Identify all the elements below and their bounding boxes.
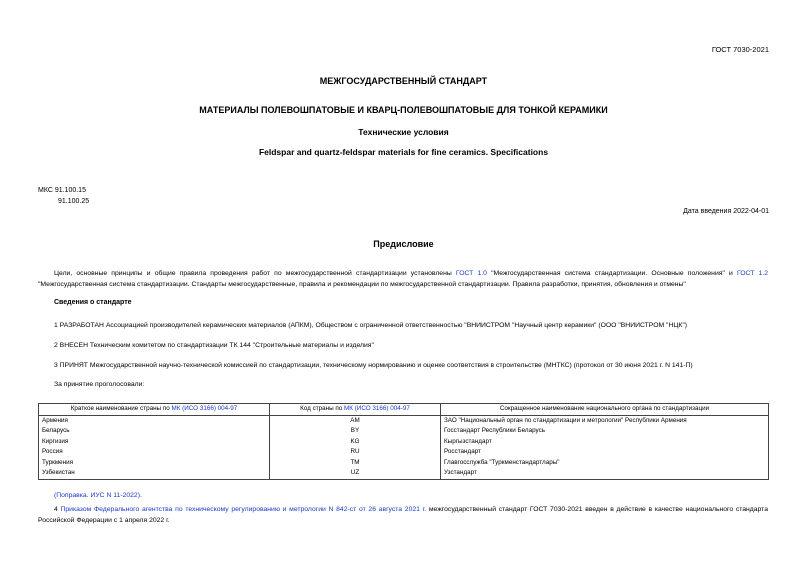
amendment-link[interactable]: (Поправка. ИУС N 11-2022). (54, 492, 142, 499)
country-name: Киргизия (39, 437, 270, 448)
national-body: Кыргызстандарт (441, 437, 769, 448)
country-name: Туркмения (39, 458, 270, 469)
table-row (39, 458, 769, 469)
country-name: Узбекистан (39, 468, 270, 479)
document-title-english: Feldspar and quartz-feldspar materials for fine ceramics. Specifications (258, 147, 549, 157)
document-title: МАТЕРИАЛЫ ПОЛЕВОШПАТОВЫЕ И КВАРЦ-ПОЛЕВОШПАТОВЫЕ ДЛЯ ТОНКОЙ КЕРАМИКИ (199, 105, 608, 115)
mk-iso-link[interactable]: МК (ИСО 3166) 004-97 (344, 405, 410, 413)
country-name: Россия (39, 447, 270, 458)
item-developed: 1 РАЗРАБОТАН Ассоциацией производителей керамических материалов (АПКМ), Обществом с ограниченной ответственностью "ВНИИСТРОМ "Научный центр керамики" (ООО "ВНИИСТРОМ "НЦК") (54, 322, 688, 329)
table-row (39, 447, 769, 458)
document-code: ГОСТ 7030-2021 (711, 45, 769, 54)
national-body: Узстандарт (441, 468, 769, 479)
standard-type-heading: МЕЖГОСУДАРСТВЕННЫЙ СТАНДАРТ (319, 76, 488, 86)
mk-iso-link[interactable]: МК (ИСО 3166) 004-97 (171, 405, 238, 413)
table-row (39, 468, 769, 479)
header-country-name (39, 404, 270, 416)
mks-code-2: 91.100.25 (58, 198, 90, 205)
item-adopted: 3 ПРИНЯТ Межгосударственной научно-технической комиссией по стандартизации, техническому нормированию и оценке соответствия в строительстве (МНТКС) (протокол от 30 июня 2021 г. N 141-П) (54, 362, 693, 369)
preface-paragraph (38, 268, 768, 290)
voted-label: За принятие проголосовали: (54, 381, 145, 388)
national-body: Главгосслужба "Туркменстандартлары" (441, 458, 769, 469)
item-submitted: 2 ВНЕСЕН Техническим комитетом по стандартизации ТК 144 "Строительные материалы и изделия" (54, 342, 374, 349)
item4-text: межгосударственный стандарт ГОСТ 7030-2021 введен в действие в качестве национального стандарта Российской Федерации с 1 апреля 2022 г. (38, 506, 768, 524)
country-code: KG (270, 437, 441, 448)
header-country-code (270, 404, 441, 416)
national-body: Госстандарт Республики Беларусь (441, 426, 769, 437)
gost-1-2-link[interactable]: ГОСТ 1.2 (736, 270, 769, 277)
header-text: Краткое наименование страны по (70, 405, 172, 413)
country-name: Армения (39, 415, 270, 426)
mks-code-1: МКС 91.100.15 (38, 187, 86, 194)
country-code: UZ (270, 468, 441, 479)
country-code: RU (270, 447, 441, 458)
countries-table (38, 403, 769, 480)
table-row (39, 426, 769, 437)
country-code: BY (270, 426, 441, 437)
item-enacted (38, 504, 768, 526)
national-body: Росстандарт (441, 447, 769, 458)
country-code: TM (270, 458, 441, 469)
document-subtitle: Технические условия (358, 127, 449, 137)
preface-text-b: "Межгосударственная система стандартизации. Основные положения" и (486, 270, 737, 277)
item4-number: 4 (54, 506, 61, 513)
standard-info-heading: Сведения о стандарте (54, 299, 132, 306)
preface-text-c: "Межгосударственная система стандартизации. Стандарты межгосударственные, правила и рекомендации по межгосударственной стандартизации. Правила разработки, принятия, обновления и отмены" (38, 281, 686, 288)
table-row (39, 437, 769, 448)
preface-title: Предисловие (373, 239, 434, 249)
gost-1-0-link[interactable]: ГОСТ 1.0 (455, 270, 487, 277)
country-code: AM (270, 415, 441, 426)
preface-text-a: Цели, основные принципы и общие правила проведения работ по межгосударственной стандартизации установлены (54, 270, 456, 277)
introduction-date: Дата введения 2022-04-01 (683, 208, 769, 215)
table-row (39, 415, 769, 426)
table-header-row (39, 404, 769, 416)
national-body: ЗАО "Национальный орган по стандартизации и метрологии" Республики Армения (441, 415, 769, 426)
header-text: Код страны по (300, 405, 345, 413)
header-national-body: Сокращенное наименование национального органа по стандартизации (441, 404, 769, 416)
country-name: Беларусь (39, 426, 270, 437)
order-link[interactable]: Приказом Федерального агентства по техническому регулированию и метрологии N 842-ст от 26 августа 2021 г. (60, 506, 427, 513)
